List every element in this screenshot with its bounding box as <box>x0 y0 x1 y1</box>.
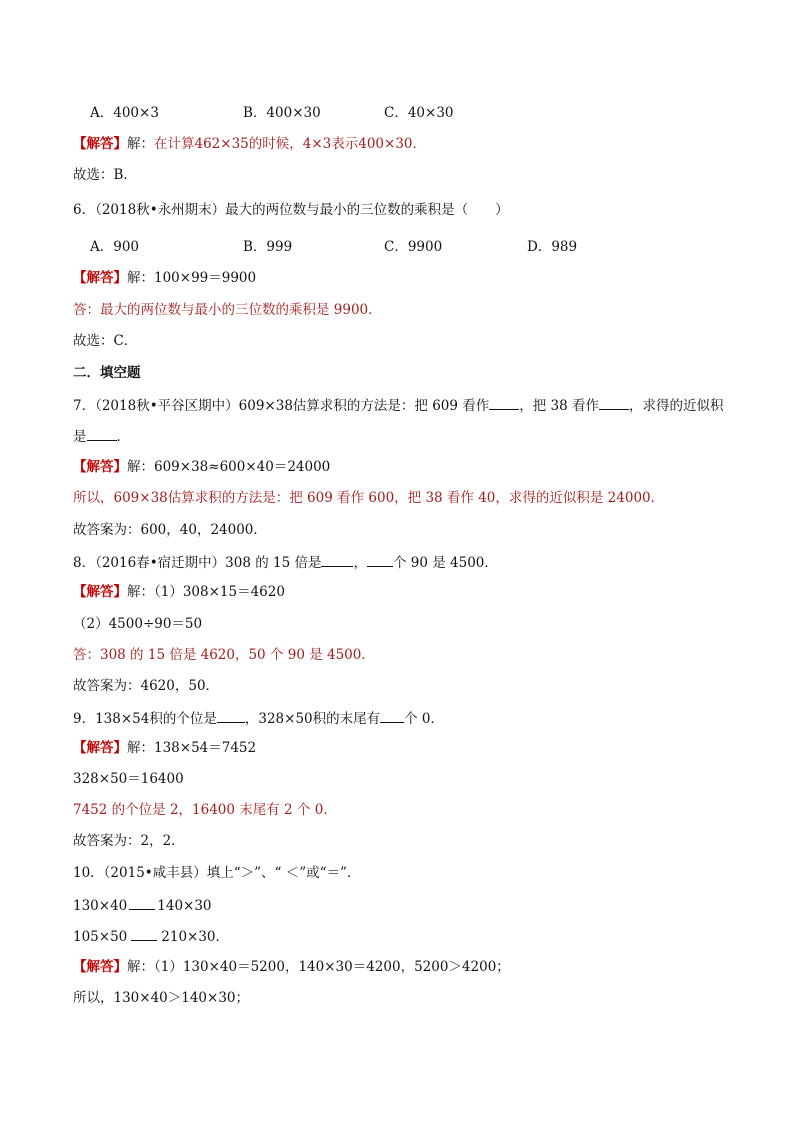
solution-prefix: 解： <box>127 584 154 600</box>
answer-tag: 【解答】 <box>73 584 127 600</box>
q10-row2 <box>73 926 229 946</box>
q7-answer: 故答案为：600，40，24000． <box>73 522 267 538</box>
answer-blank <box>489 395 519 410</box>
q9-explain: 7452 的个位是 2，16400 末尾有 2 个 0． <box>73 802 337 818</box>
stem-text: 8．（2016春•宿迁期中）308 的 15 倍是 <box>73 555 322 571</box>
answer-tag: 【解答】 <box>73 270 127 286</box>
q10-row1 <box>73 895 212 915</box>
stem-text: ，求得的近似积 <box>629 398 724 414</box>
solution-calc: 609×38≈600×40＝24000 <box>154 459 331 475</box>
stem-text: ． <box>116 429 130 445</box>
q5-choice: 故选：B． <box>73 167 137 183</box>
option-d: D．989 <box>527 239 578 255</box>
q7-stem <box>73 395 724 415</box>
stem-text: 是 <box>73 429 87 445</box>
option-a: A．400×3 <box>90 105 159 121</box>
expression-left: 130×40 <box>73 898 128 914</box>
solution-prefix: 解： <box>127 740 154 756</box>
q5-solution <box>73 135 426 153</box>
q8-answer: 故答案为：4620，50． <box>73 678 220 694</box>
option-b: B．999 <box>243 239 293 255</box>
q9-calc2: 328×50＝16400 <box>73 771 184 787</box>
answer-blank <box>131 926 157 941</box>
solution-prefix: 解： <box>127 959 154 975</box>
q9-answer: 故答案为：2，2． <box>73 833 185 849</box>
option-a: A．900 <box>90 239 140 255</box>
stem-text: 个 0． <box>404 711 445 727</box>
q9-solution <box>73 739 256 757</box>
answer-tag: 【解答】 <box>73 459 127 475</box>
q6-choice: 故选：C． <box>73 333 138 349</box>
option-c: C．9900 <box>384 239 443 255</box>
q7-explain: 所以，609×38估算求积的方法是：把 609 看作 600，把 38 看作 40，求得的近似积是 24000． <box>73 490 665 506</box>
q8-calc2: （2）4500÷90＝50 <box>73 616 203 632</box>
solution-prefix: 解： <box>127 459 154 475</box>
solution-calc: 138×54＝7452 <box>154 740 257 756</box>
solution-prefix: 解： <box>127 270 154 286</box>
solution-calc: （1）308×15＝4620 <box>154 584 285 600</box>
q7-solution <box>73 458 330 476</box>
answer-blank <box>217 708 245 723</box>
q7-stem-cont <box>73 426 130 446</box>
expression-right: 210×30． <box>161 929 230 945</box>
expression-left: 105×50 <box>73 929 128 945</box>
q6-solution <box>73 269 256 287</box>
option-c: C．40×30 <box>384 105 454 121</box>
answer-blank <box>599 395 629 410</box>
answer-tag: 【解答】 <box>73 740 127 756</box>
q9-stem <box>73 708 444 728</box>
q10-stem: 10．（2015•咸丰县）填上“＞”、“ ＜”或“＝”． <box>73 865 361 881</box>
q8-solution <box>73 583 285 601</box>
q10-conclusion: 所以，130×40＞140×30； <box>73 990 250 1006</box>
stem-text: 个 90 是 4500． <box>392 555 498 571</box>
q6-stem: 6．（2018秋•永州期末）最大的两位数与最小的三位数的乘积是（ ） <box>73 202 509 218</box>
solution-calc: 100×99＝9900 <box>154 270 257 286</box>
answer-tag: 【解答】 <box>73 136 127 152</box>
stem-text: ，把 38 看作 <box>519 398 600 414</box>
answer-tag: 【解答】 <box>73 959 127 975</box>
answer-blank <box>129 895 155 910</box>
q6-answer: 答：最大的两位数与最小的三位数的乘积是 9900． <box>73 302 382 318</box>
stem-text: 9．138×54积的个位是 <box>73 711 217 727</box>
answer-blank <box>87 426 117 441</box>
stem-text: ， <box>353 555 367 571</box>
stem-text: ，328×50积的末尾有 <box>244 711 381 727</box>
q8-stem <box>73 552 498 572</box>
solution-calc: （1）130×40＝5200，140×30＝4200，5200＞4200； <box>154 959 510 975</box>
answer-blank <box>380 708 404 723</box>
solution-text: 在计算462×35的时候，4×3表示400×30． <box>154 136 427 152</box>
expression-right: 140×30 <box>157 898 212 914</box>
answer-blank <box>321 552 353 567</box>
section-title: 二．填空题 <box>73 365 141 381</box>
q10-solution <box>73 958 510 976</box>
option-b: B．400×30 <box>243 105 321 121</box>
q8-answer-text: 答：308 的 15 倍是 4620，50 个 90 是 4500． <box>73 647 375 663</box>
solution-prefix: 解： <box>127 136 154 152</box>
answer-blank <box>367 552 393 567</box>
stem-text: 7．（2018秋•平谷区期中）609×38估算求积的方法是：把 609 看作 <box>73 398 490 414</box>
